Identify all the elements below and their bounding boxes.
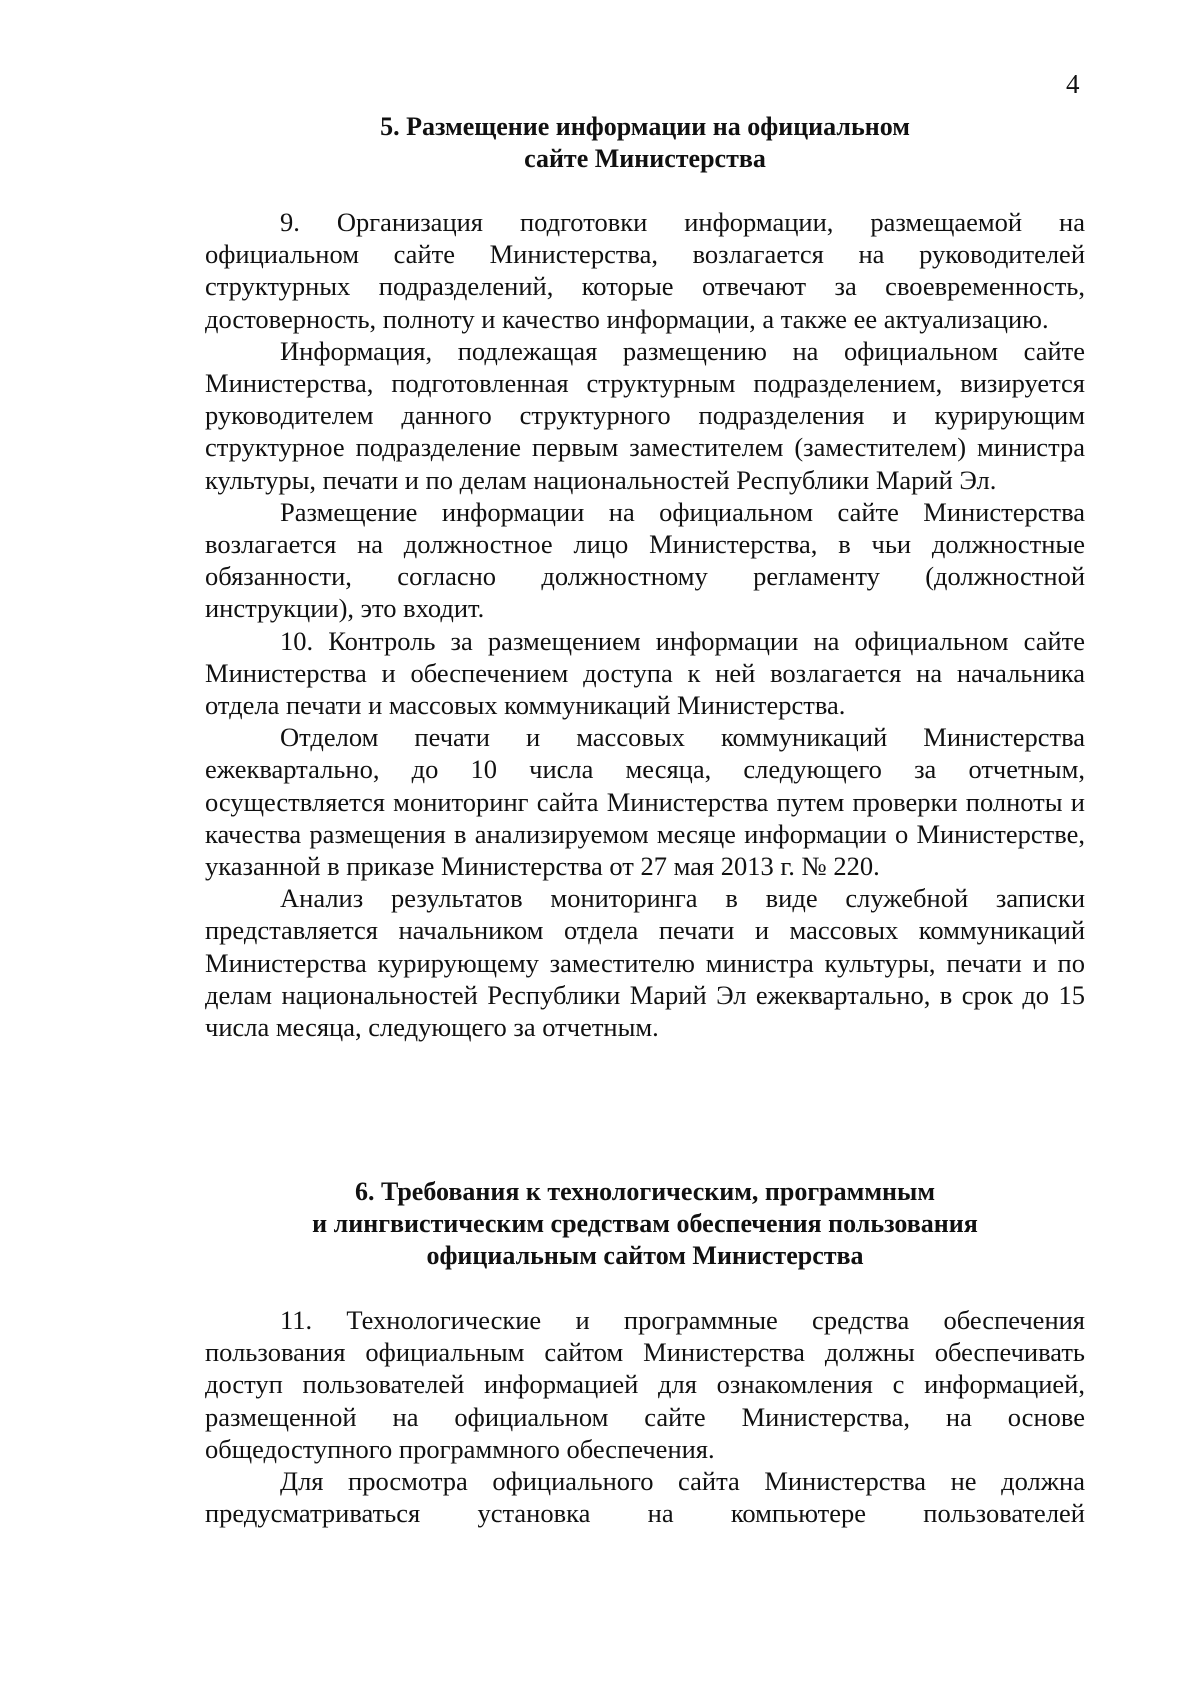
section-5-body [205, 206, 1085, 1043]
section-6-heading-line-1: 6. Требования к технологическим, программным [354, 1177, 936, 1206]
paragraph-9-approval: Информация, подлежащая размещению на официальном сайте Министерства, подготовленная структурным подразделением, визируется руководителем данного структурного подразделения и курирующим структурное подразделение первым заместителем (заместителем) министра культуры, печати и по делам национальностей Республики Марий Эл. [205, 335, 1085, 495]
paragraph-11-viewing: Для просмотра официального сайта Министерства не должна предусматриваться установка на компьютере пользователей [205, 1466, 1085, 1529]
section-5-heading [205, 111, 1085, 175]
section-6-heading-line-2: и лингвистическим средствам обеспечения пользования [312, 1209, 978, 1238]
paragraph-11: 11. Технологические и программные средства обеспечения пользования официальным сайтом Министерства должны обеспечивать доступ пользователей информацией для ознакомления с информацией, размещенной на официальном сайте Министерства, на основе общедоступного программного обеспечения. [205, 1305, 1085, 1464]
section-6-heading [205, 1176, 1085, 1272]
paragraph-9-placement: Размещение информации на официальном сайте Министерства возлагается на должностное лицо Министерства, в чьи должностные обязанности, согласно должностному регламенту (должностной инструкции), это входит. [205, 496, 1085, 624]
paragraph-10: 10. Контроль за размещением информации на официальном сайте Министерства и обеспечением доступа к ней возлагается на начальника отдела печати и массовых коммуникаций Министерства. [205, 625, 1085, 721]
paragraph-9: 9. Организация подготовки информации, размещаемой на официальном сайте Министерства, возлагается на руководителей структурных подразделений, которые отвечают за своевременность, достоверность, полноту и качество информации, а также ее актуализацию. [205, 207, 1085, 334]
section-6-heading-line-3: официальным сайтом Министерства [426, 1241, 864, 1270]
paragraph-10-monitoring: Отделом печати и массовых коммуникаций Министерства ежеквартально, до 10 числа месяца, следующего за отчетным, осуществляется мониторинг сайта Министерства путем проверки полноты и качества размещения в анализируемом месяце информации о Министерстве, указанной в приказе Министерства от 27 мая 2013 г. № 220. [205, 722, 1085, 882]
page-number: 4 [1066, 69, 1080, 99]
section-5-heading-line-1: 5. Размещение информации на официальном [380, 112, 910, 141]
paragraph-10-analysis: Анализ результатов мониторинга в виде служебной записки представляется начальником отдела печати и массовых коммуникаций Министерства курирующему заместителю министра культуры, печати и по делам национальностей Республики Марий Эл ежеквартально, в срок до 15 числа месяца, следующего за отчетным. [205, 883, 1085, 1043]
section-5-heading-line-2: сайте Министерства [524, 144, 766, 173]
section-6-body [205, 1304, 1085, 1529]
